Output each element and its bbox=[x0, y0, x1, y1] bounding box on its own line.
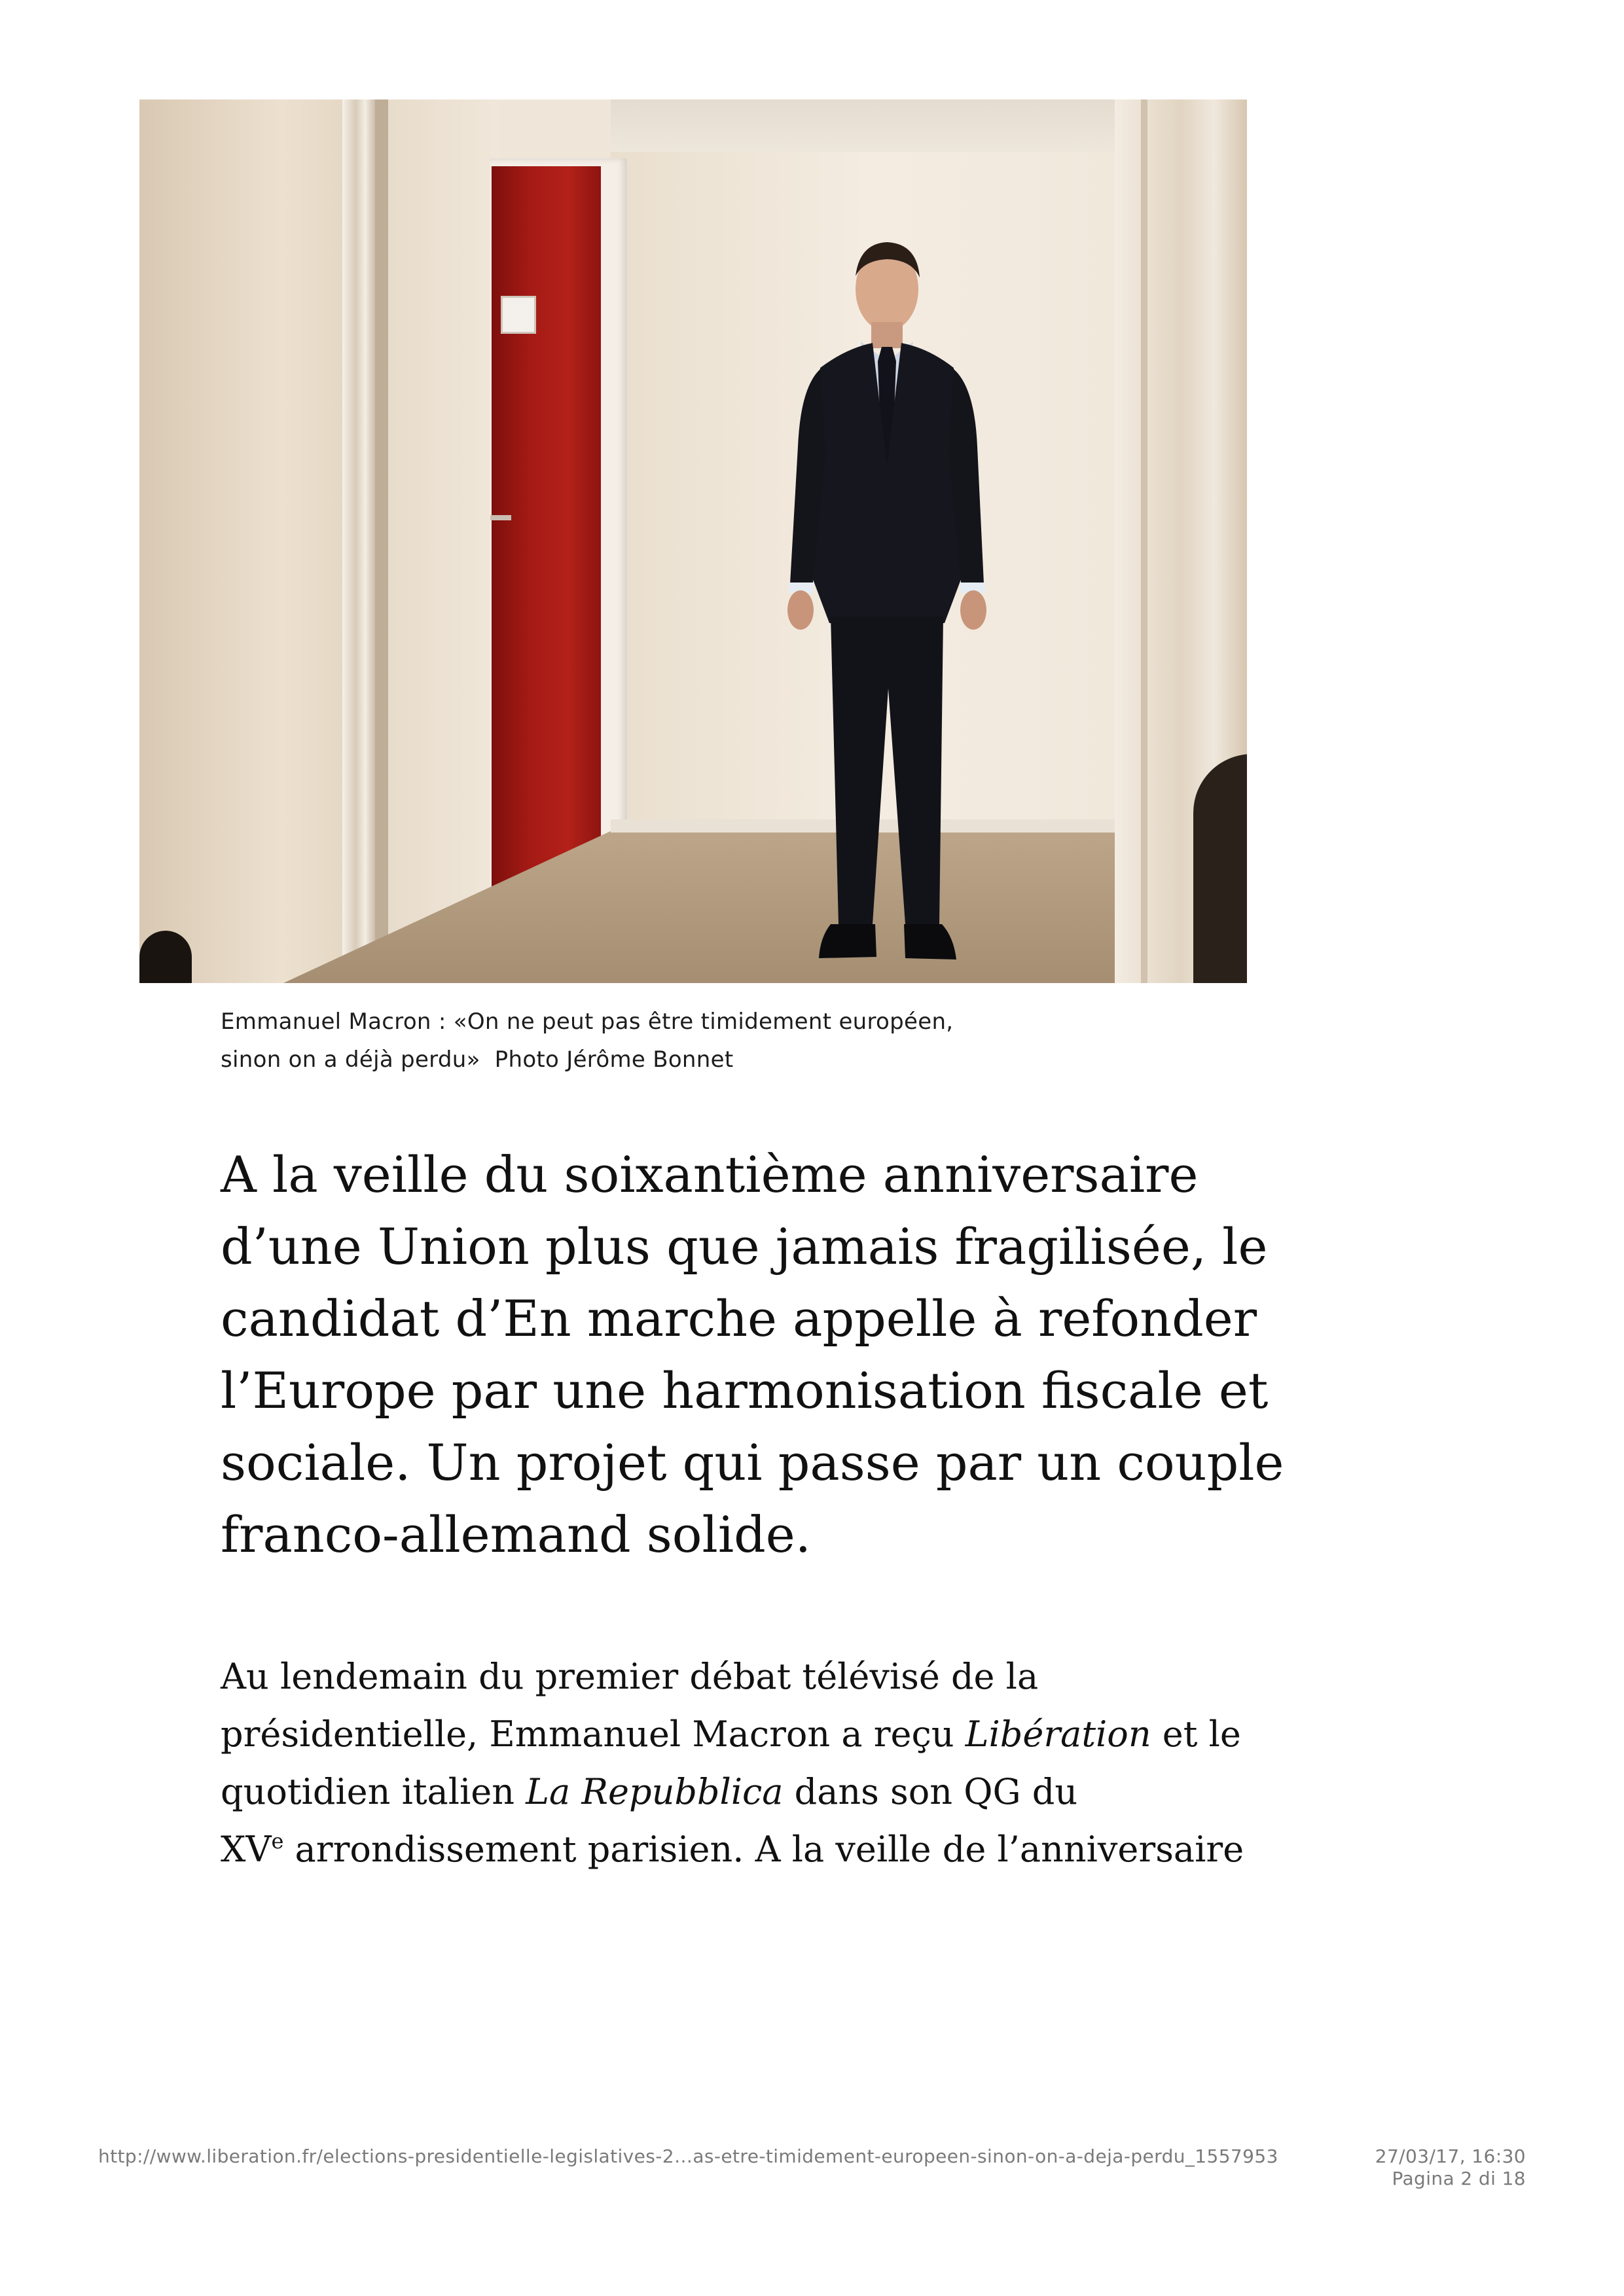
body-text: dans son QG du bbox=[783, 1771, 1078, 1812]
superscript-e: e bbox=[271, 1829, 284, 1854]
body-line-1: Au lendemain du premier débat télévisé de la bbox=[221, 1656, 1039, 1697]
photo-caption bbox=[221, 1003, 1137, 1079]
photo-right-wall-strip bbox=[1141, 99, 1147, 983]
body-text: et le bbox=[1151, 1713, 1241, 1755]
caption-line-2 bbox=[221, 1041, 1137, 1079]
lead-line: A la veille du soixantième anniversaire bbox=[221, 1145, 1199, 1204]
footer-meta bbox=[1375, 2145, 1526, 2190]
caption-line-1: Emmanuel Macron : «On ne peut pas être timidement européen, bbox=[221, 1009, 954, 1035]
lead-line: candidat d’En marche appelle à refonder bbox=[221, 1289, 1257, 1348]
lead-line: franco-allemand solide. bbox=[221, 1505, 811, 1564]
body-line-4 bbox=[221, 1821, 1294, 1878]
lead-line: d’une Union plus que jamais fragilisée, le bbox=[221, 1217, 1268, 1276]
body-line-3 bbox=[221, 1763, 1294, 1821]
standing-man-figure bbox=[748, 230, 1023, 983]
lead-line: l’Europe par une harmonisation fiscale et bbox=[221, 1361, 1269, 1420]
article-lead bbox=[221, 1139, 1294, 1571]
footer-datetime: 27/03/17, 16:30 bbox=[1375, 2145, 1526, 2167]
photo-left-shadow bbox=[139, 931, 192, 983]
photo-pillar bbox=[342, 99, 375, 983]
photo-pillar-edge bbox=[375, 99, 388, 983]
photo-left-wall bbox=[139, 99, 342, 983]
body-text: présidentielle, Emmanuel Macron a reçu bbox=[221, 1713, 965, 1755]
body-text: XV bbox=[221, 1829, 272, 1870]
photo-door-handle bbox=[490, 515, 511, 520]
photo-red-door bbox=[492, 166, 601, 899]
footer-page-number: Pagina 2 di 18 bbox=[1392, 2168, 1526, 2189]
article-photo bbox=[139, 99, 1247, 983]
newspaper-name-repubblica: La Repubblica bbox=[526, 1771, 784, 1812]
newspaper-name-liberation: Libération bbox=[965, 1713, 1151, 1755]
photo-middle-wall bbox=[388, 99, 499, 983]
body-line-2 bbox=[221, 1706, 1294, 1763]
caption-quote-end: sinon on a déjà perdu» bbox=[221, 1047, 480, 1073]
photo-door-plate bbox=[501, 296, 536, 334]
body-text: arrondissement parisien. A la veille de l’anniversaire bbox=[283, 1829, 1244, 1870]
body-text: quotidien italien bbox=[221, 1771, 526, 1812]
footer-url: http://www.liberation.fr/elections-presidentielle-legislatives-2…as-etre-timidement-europeen-sinon-on-a-deja-perdu_1557953 bbox=[98, 2145, 1278, 2167]
photo-credit: Photo Jérôme Bonnet bbox=[494, 1047, 734, 1073]
article-body bbox=[221, 1648, 1294, 1878]
lead-line: sociale. Un projet qui passe par un couple bbox=[221, 1433, 1284, 1492]
photo-right-shadow bbox=[1193, 754, 1247, 983]
